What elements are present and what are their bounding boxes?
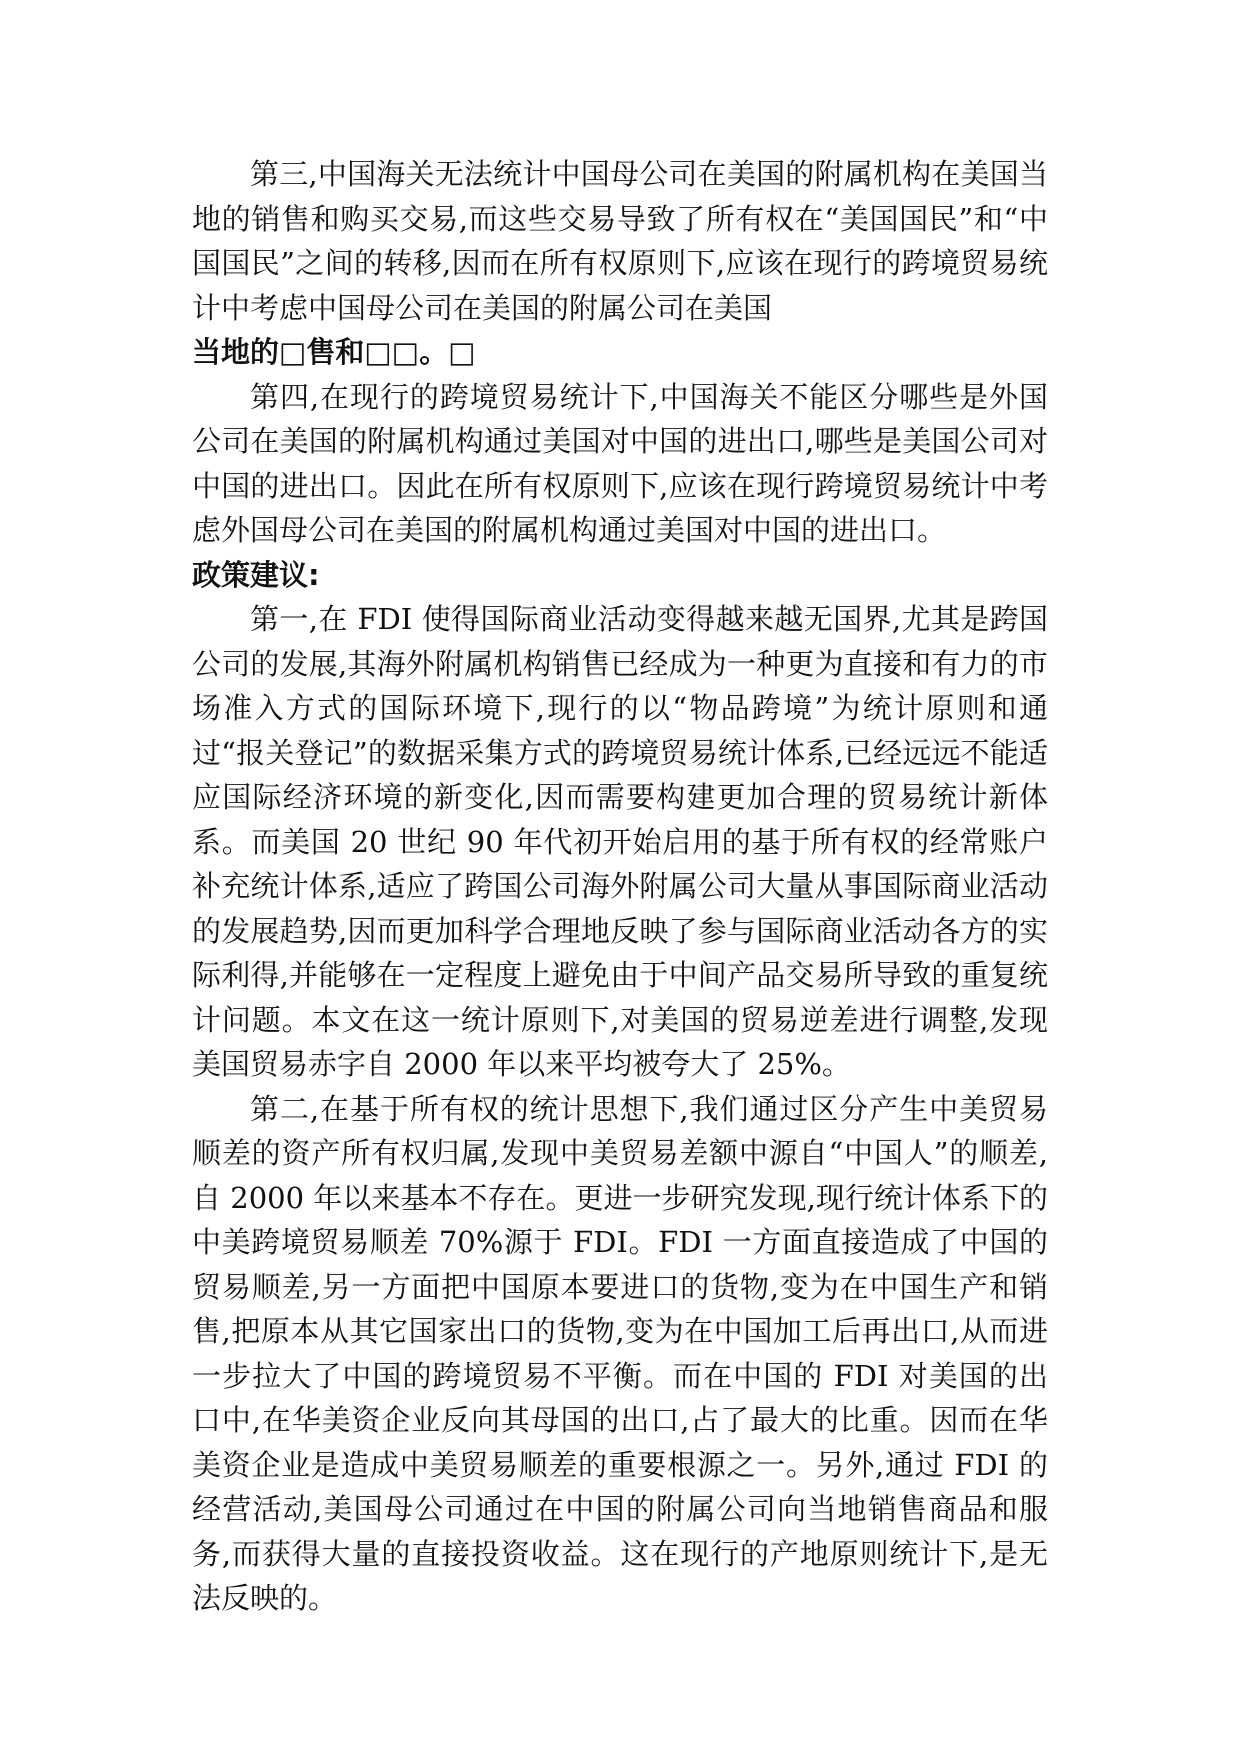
paragraph-third-point-ending: 当地的□售和□□。□ — [192, 335, 476, 369]
paragraph-suggestion-one: 第一,在 FDI 使得国际商业活动变得越来越无国界,尤其是跨国公司的发展,其海外附属机构销售已经成为一种更为直接和有力的市场准入方式的国际环境下,现行的以“物品跨境”为统计原则和通过“报关登记”的数据采集方式的跨境贸易统计体系,已经远远不能适应国际经济环境的新变化,因而需要构建更加合理的贸易统计新体系。而美国 20 世纪 90 年代初开始启用的基于所有权的经常账户补充统计体系,适应了跨国公司海外附属公司大量从事国际商业活动的发展趋势,因而更加科学合理地反映了参与国际商业活动各方的实际利得,并能够在一定程度上避免由于中间产品交易所导致的重复统计问题。本文在这一统计原则下,对美国的贸易逆差进行调整,发现美国贸易赤字自 2000 年以来平均被夸大了 25%。 — [192, 602, 1048, 1081]
paragraph-suggestion-two: 第二,在基于所有权的统计思想下,我们通过区分产生中美贸易顺差的资产所有权归属,发现中美贸易差额中源自“中国人”的顺差,自 2000 年以来基本不存在。更进一步研究发现,现行统计体系下的中美跨境贸易顺差 70%源于 FDI。FDI 一方面直接造成了中国的贸易顺差,另一方面把中国原本要进口的货物,变为在中国生产和销售,把原本从其它国家出口的货物,变为在中国加工后再出口,从而进一步拉大了中国的跨境贸易不平衡。而在中国的 FDI 对美国的出口中,在华美资企业反向其母国的出口,占了最大的比重。因而在华美资企业是造成中美贸易顺差的重要根源之一。另外,通过 FDI 的经营活动,美国母公司通过在中国的附属公司向当地销售商品和服务,而获得大量的直接投资收益。这在现行的产地原则统计下,是无法反映的。 — [192, 1091, 1048, 1615]
document-page — [192, 152, 1048, 1621]
paragraph-fourth-point: 第四,在现行的跨境贸易统计下,中国海关不能区分哪些是外国公司在美国的附属机构通过美国对中国的进出口,哪些是美国公司对中国的进出口。因此在所有权原则下,应该在现行跨境贸易统计中考虑外国母公司在美国的附属机构通过美国对中国的进出口。 — [192, 379, 1048, 547]
paragraph-third-point: 第三,中国海关无法统计中国母公司在美国的附属机构在美国当地的销售和购买交易,而这些交易导致了所有权在“美国国民”和“中国国民”之间的转移,因而在所有权原则下,应该在现行的跨境贸易统计中考虑中国母公司在美国的附属公司在美国 — [192, 157, 1048, 325]
section-heading-policy-suggestions: 政策建议: — [192, 557, 320, 592]
